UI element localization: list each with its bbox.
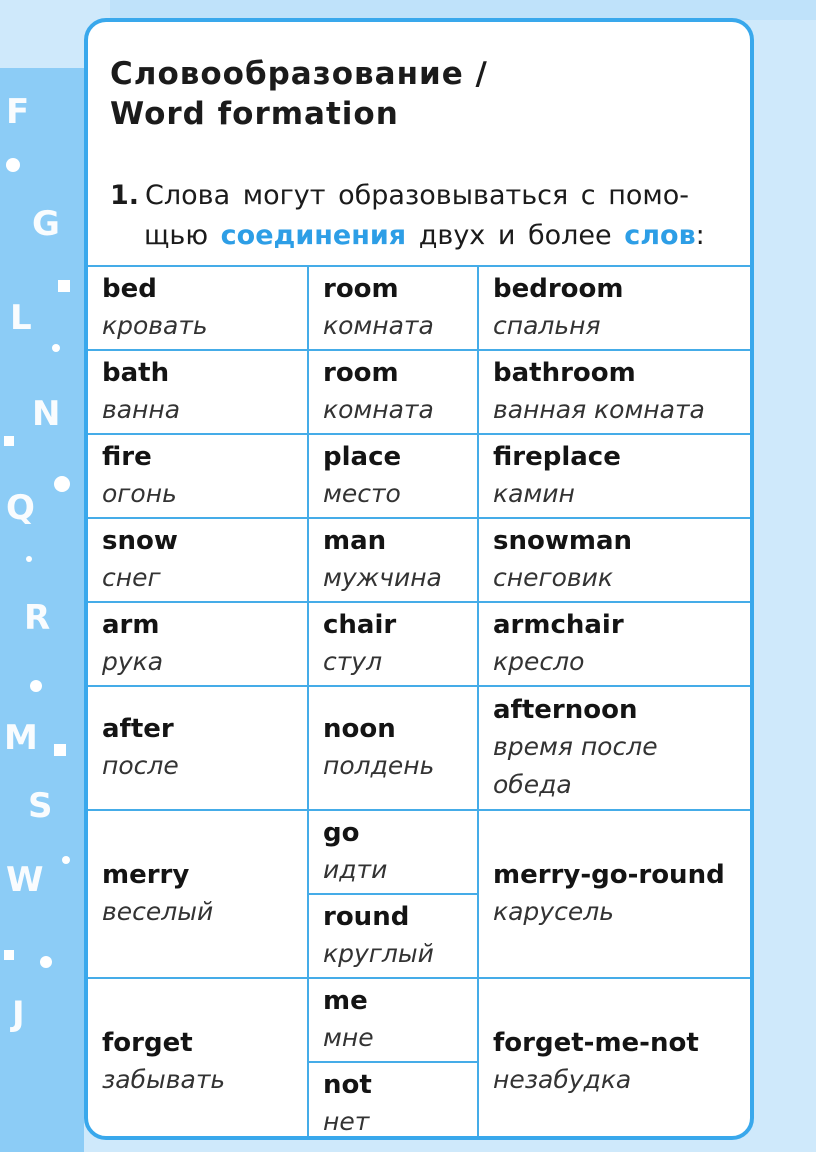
english-word: room — [323, 358, 399, 388]
russian-translation: круглый — [323, 939, 434, 968]
russian-translation: комната — [323, 311, 434, 340]
russian-translation: полдень — [323, 751, 435, 780]
english-word: me — [323, 986, 368, 1016]
table-row — [88, 266, 754, 350]
side-letter: W — [6, 860, 44, 900]
page-title — [110, 54, 488, 134]
russian-translation: кровать — [102, 311, 208, 340]
result-cell — [478, 602, 754, 686]
compound-words-table — [88, 265, 754, 1140]
table-row — [88, 686, 754, 810]
decor-dot — [54, 476, 70, 492]
english-word: snow — [102, 526, 178, 556]
word-cell — [308, 810, 478, 894]
side-letter: S — [28, 786, 53, 826]
side-letter: F — [6, 92, 30, 132]
rule-line-2 — [110, 216, 720, 256]
russian-translation: снег — [102, 563, 161, 592]
russian-translation: карусель — [493, 897, 614, 926]
russian-translation: после — [102, 751, 179, 780]
result-cell — [478, 518, 754, 602]
result-cell — [478, 434, 754, 518]
side-letter: J — [12, 994, 25, 1034]
word-cell — [308, 518, 478, 602]
side-letter: N — [32, 394, 61, 434]
result-cell — [478, 350, 754, 434]
word-cell — [88, 434, 308, 518]
table-row — [88, 602, 754, 686]
russian-translation: огонь — [102, 479, 177, 508]
decor-square — [54, 744, 66, 756]
compound-word: merry-go-round — [493, 860, 725, 890]
russian-translation: место — [323, 479, 401, 508]
word-cell — [308, 894, 478, 978]
title-line-1: Словообразование / — [110, 56, 488, 92]
side-letter: R — [24, 598, 51, 638]
table-row — [88, 434, 754, 518]
compound-word: afternoon — [493, 695, 638, 725]
keyword-compounding: соединения — [220, 220, 407, 251]
decor-square — [58, 280, 70, 292]
english-word: bed — [102, 274, 157, 304]
word-cell — [88, 686, 308, 810]
decor-square — [4, 436, 14, 446]
table-row — [88, 810, 754, 894]
rule-text-c: двух и более — [418, 220, 612, 251]
english-word: merry — [102, 860, 190, 890]
word-cell — [88, 978, 308, 1140]
rule-text — [110, 176, 720, 256]
english-word: chair — [323, 610, 397, 640]
compound-word: bedroom — [493, 274, 624, 304]
english-word: arm — [102, 610, 160, 640]
english-word: noon — [323, 714, 396, 744]
english-word: forget — [102, 1028, 193, 1058]
compound-word: bathroom — [493, 358, 636, 388]
word-cell — [88, 350, 308, 434]
compound-word: fireplace — [493, 442, 621, 472]
decor-dot — [52, 344, 60, 352]
russian-translation: комната — [323, 395, 434, 424]
decor-square — [4, 950, 14, 960]
word-cell — [308, 434, 478, 518]
russian-translation: время после — [493, 732, 658, 761]
table-row — [88, 978, 754, 1062]
compound-word: armchair — [493, 610, 624, 640]
russian-translation: снеговик — [493, 563, 613, 592]
russian-translation: рука — [102, 647, 164, 676]
decor-dot — [6, 158, 20, 172]
russian-translation: стул — [323, 647, 383, 676]
english-word: room — [323, 274, 399, 304]
russian-translation: незабудка — [493, 1065, 632, 1094]
english-word: not — [323, 1070, 372, 1100]
side-letter: G — [32, 204, 60, 244]
english-word: man — [323, 526, 387, 556]
russian-translation: кресло — [493, 647, 585, 676]
decor-dot — [26, 556, 32, 562]
word-cell — [88, 266, 308, 350]
word-cell — [308, 1062, 478, 1140]
side-letter: Q — [6, 488, 35, 528]
word-cell — [308, 686, 478, 810]
result-cell — [478, 810, 754, 978]
side-letter: L — [10, 298, 32, 338]
table-row — [88, 350, 754, 434]
russian-translation: идти — [323, 855, 388, 884]
english-word: bath — [102, 358, 170, 388]
title-line-2: Word formation — [110, 96, 399, 132]
word-cell — [308, 602, 478, 686]
word-cell — [308, 350, 478, 434]
decor-dot — [30, 680, 42, 692]
word-cell — [308, 266, 478, 350]
decor-dot — [40, 956, 52, 968]
word-cell — [88, 602, 308, 686]
russian-translation: ванна — [102, 395, 181, 424]
rule-number: 1. — [110, 180, 140, 211]
russian-translation: забывать — [102, 1065, 226, 1094]
keyword-words: слов — [624, 220, 696, 251]
russian-translation: обеда — [493, 770, 572, 799]
rule-text-d: : — [695, 220, 705, 251]
rule-text-a: Слова могут образовываться с помо- — [145, 180, 690, 211]
english-word: fire — [102, 442, 152, 472]
top-decor-strip — [110, 0, 816, 20]
english-word: after — [102, 714, 174, 744]
result-cell — [478, 686, 754, 810]
table-row — [88, 518, 754, 602]
word-formation-card — [84, 18, 754, 1140]
compound-word: snowman — [493, 526, 633, 556]
russian-translation: нет — [323, 1107, 370, 1136]
compound-word: forget-me-not — [493, 1028, 699, 1058]
result-cell — [478, 266, 754, 350]
russian-translation: мужчина — [323, 563, 442, 592]
rule-text-b: щью — [144, 220, 209, 251]
english-word: place — [323, 442, 402, 472]
russian-translation: камин — [493, 479, 575, 508]
english-word: go — [323, 818, 360, 848]
side-decor-strip — [0, 68, 84, 1152]
side-letter: M — [4, 718, 38, 758]
word-cell — [88, 810, 308, 978]
word-cell — [88, 518, 308, 602]
decor-dot — [62, 856, 70, 864]
russian-translation: спальня — [493, 311, 601, 340]
result-cell — [478, 978, 754, 1140]
word-cell — [308, 978, 478, 1062]
russian-translation: ванная комната — [493, 395, 705, 424]
english-word: round — [323, 902, 410, 932]
russian-translation: мне — [323, 1023, 374, 1052]
russian-translation: веселый — [102, 897, 214, 926]
